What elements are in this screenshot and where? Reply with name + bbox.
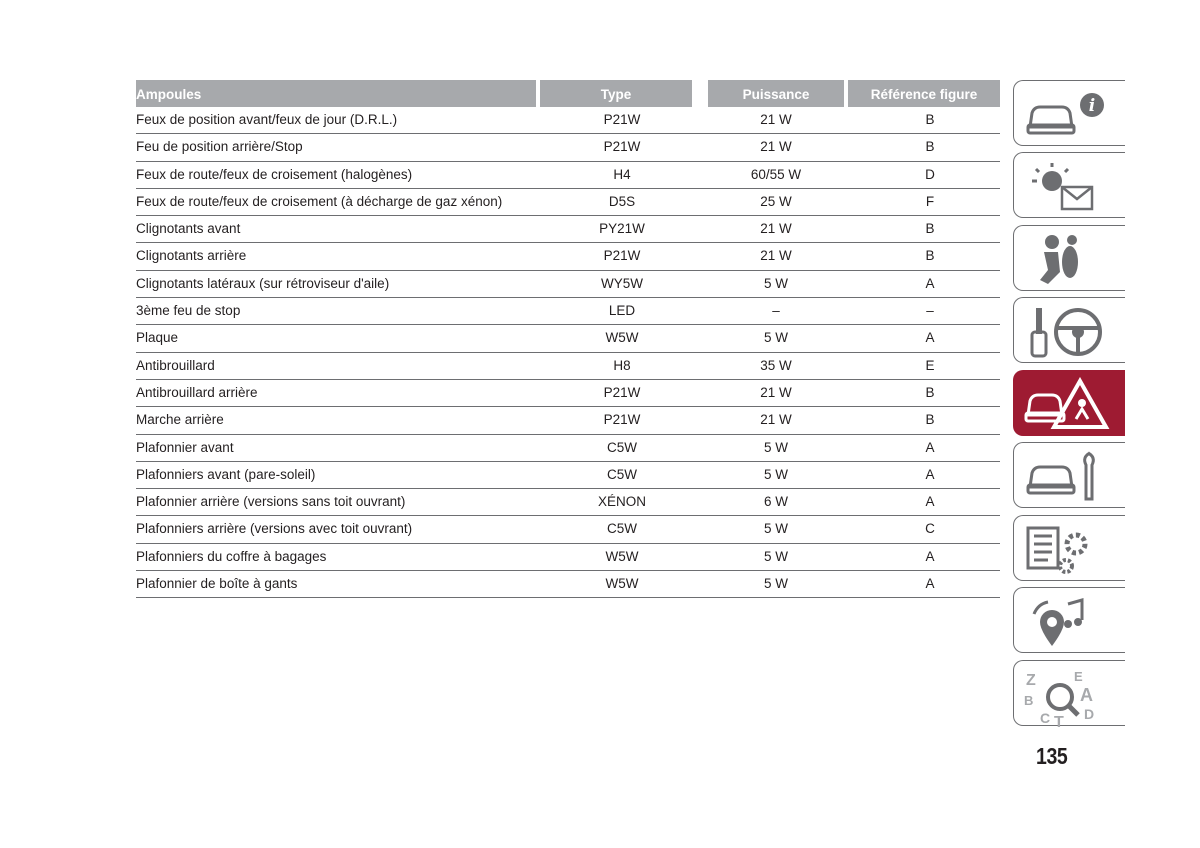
svg-text:i: i	[1088, 96, 1096, 116]
index-letter-b: B	[1024, 693, 1034, 708]
table-row	[136, 353, 1000, 380]
tab-index[interactable]	[1013, 660, 1125, 726]
header-type: Type	[540, 80, 692, 107]
cell-ampoule: Plafonnier de boîte à gants	[136, 576, 298, 592]
car-info-icon	[1022, 87, 1122, 143]
table-row	[136, 216, 1000, 243]
cell-ampoule: Antibrouillard arrière	[136, 384, 258, 400]
cell-reference: B	[925, 248, 935, 264]
cell-type: W5W	[605, 548, 639, 564]
cell-type: D5S	[608, 193, 636, 209]
safety-airbag-icon	[1022, 232, 1122, 288]
cell-type: P21W	[603, 412, 641, 428]
cell-puissance: 21 W	[760, 112, 792, 127]
multimedia-icon	[1022, 594, 1122, 650]
table-body	[136, 107, 1000, 598]
index-icon	[1022, 667, 1122, 727]
tab-safety[interactable]	[1013, 225, 1125, 291]
index-letter-d: D	[1084, 706, 1095, 722]
table-row	[136, 516, 1000, 543]
table-row	[136, 407, 1000, 434]
table-header	[136, 80, 1000, 107]
cell-type: P21W	[603, 139, 641, 155]
header-reference-figure: Référence figure	[848, 80, 1000, 107]
cell-puissance: 5 W	[763, 548, 788, 564]
table-row	[136, 243, 1000, 270]
cell-reference: B	[925, 221, 935, 237]
cell-type: W5W	[605, 330, 639, 346]
cell-ampoule: Clignotants arrière	[136, 248, 247, 264]
cell-ampoule: Plafonniers avant (pare-soleil)	[136, 466, 316, 482]
cell-reference: A	[925, 494, 935, 510]
cell-reference: A	[925, 439, 935, 455]
cell-type: W5W	[605, 576, 639, 592]
tab-emergency[interactable]	[1013, 370, 1125, 436]
cell-ampoule: Plafonniers arrière (versions avec toit ouvrant)	[136, 521, 413, 537]
index-letter-e: E	[1074, 669, 1083, 684]
cell-puissance: 21 W	[760, 412, 792, 428]
cell-puissance: 5 W	[763, 439, 788, 455]
cell-puissance: 6 W	[763, 494, 788, 510]
cell-reference: B	[925, 112, 935, 127]
index-letter-t: T	[1054, 714, 1064, 727]
cell-puissance: 5 W	[763, 576, 788, 592]
cell-reference: A	[925, 466, 935, 482]
cell-ampoule: Feux de route/feux de croisement (halogènes)	[136, 166, 413, 182]
cell-ampoule: Feux de route/feux de croisement (à décharge de gaz xénon)	[136, 193, 503, 209]
cell-ampoule: Plaque	[136, 330, 179, 346]
cell-ampoule: Plafonnier avant	[136, 439, 234, 455]
table-row	[136, 189, 1000, 216]
cell-type: PY21W	[599, 221, 645, 237]
tab-starting-driving[interactable]	[1013, 297, 1125, 363]
cell-ampoule: Marche arrière	[136, 412, 224, 428]
cell-puissance: 25 W	[760, 193, 792, 209]
maintenance-icon	[1022, 449, 1122, 505]
cell-reference: A	[925, 330, 935, 346]
table-row	[136, 380, 1000, 407]
emergency-warning-icon	[1022, 377, 1122, 433]
cell-ampoule: Feux de position avant/feux de jour (D.R.L.)	[136, 112, 398, 127]
cell-puissance: 21 W	[760, 248, 792, 264]
table-row	[136, 489, 1000, 516]
index-letter-z: Z	[1026, 672, 1036, 689]
cell-type: C5W	[607, 521, 637, 537]
cell-type: P21W	[603, 384, 641, 400]
bulbs-table	[136, 80, 1000, 598]
cell-puissance: 21 W	[760, 221, 792, 237]
cell-type: XÉNON	[597, 494, 646, 510]
cell-puissance: –	[772, 303, 780, 319]
cell-reference: B	[925, 412, 935, 428]
cell-ampoule: Antibrouillard	[136, 357, 215, 373]
cell-ampoule: Feu de position arrière/Stop	[136, 139, 303, 155]
table-row	[136, 162, 1000, 189]
table-row	[136, 435, 1000, 462]
header-puissance: Puissance	[708, 80, 844, 107]
cell-ampoule: Plafonniers du coffre à bagages	[136, 548, 327, 564]
cell-puissance: 21 W	[760, 139, 792, 155]
cell-reference: B	[925, 384, 935, 400]
cell-reference: A	[925, 576, 935, 592]
cell-ampoule: 3ème feu de stop	[136, 303, 241, 319]
table-row	[136, 271, 1000, 298]
cell-type: H8	[613, 357, 631, 373]
cell-puissance: 21 W	[760, 384, 792, 400]
tab-technical-data[interactable]	[1013, 515, 1125, 581]
cell-type: C5W	[607, 466, 637, 482]
starting-driving-icon	[1022, 304, 1122, 360]
table-row	[136, 107, 1000, 134]
dashboard-lights-icon	[1022, 159, 1122, 215]
cell-puissance: 35 W	[760, 357, 792, 373]
cell-puissance: 5 W	[763, 275, 788, 291]
table-row	[136, 462, 1000, 489]
cell-reference: D	[925, 166, 935, 182]
table-row	[136, 544, 1000, 571]
index-letter-a: A	[1080, 685, 1093, 705]
cell-reference: F	[925, 193, 935, 209]
tab-dashboard-lights[interactable]	[1013, 152, 1125, 218]
table-row	[136, 325, 1000, 352]
cell-reference: A	[925, 275, 935, 291]
cell-type: H4	[613, 166, 631, 182]
cell-type: P21W	[603, 248, 641, 264]
cell-reference: –	[926, 303, 934, 319]
table-row	[136, 298, 1000, 325]
header-ampoules: Ampoules	[136, 80, 536, 107]
cell-puissance: 5 W	[763, 466, 788, 482]
table-row	[136, 571, 1000, 598]
cell-ampoule: Clignotants latéraux (sur rétroviseur d'aile)	[136, 275, 390, 291]
cell-reference: B	[925, 139, 935, 155]
cell-type: WY5W	[601, 275, 643, 291]
cell-ampoule: Plafonnier arrière (versions sans toit ouvrant)	[136, 494, 406, 510]
cell-puissance: 60/55 W	[750, 166, 802, 182]
table-row	[136, 134, 1000, 161]
cell-type: LED	[608, 303, 636, 319]
cell-reference: C	[925, 521, 935, 537]
cell-reference: A	[925, 548, 935, 564]
index-letter-c: C	[1040, 710, 1051, 726]
page-number: 135	[1036, 743, 1068, 769]
tab-maintenance[interactable]	[1013, 442, 1125, 508]
cell-puissance: 5 W	[763, 330, 788, 346]
cell-ampoule: Clignotants avant	[136, 221, 241, 237]
cell-puissance: 5 W	[763, 521, 788, 537]
cell-reference: E	[925, 357, 935, 373]
tab-multimedia[interactable]	[1013, 587, 1125, 653]
tab-car-info[interactable]	[1013, 80, 1125, 146]
technical-data-icon	[1022, 522, 1122, 578]
cell-type: C5W	[607, 439, 637, 455]
cell-type: P21W	[603, 112, 641, 127]
